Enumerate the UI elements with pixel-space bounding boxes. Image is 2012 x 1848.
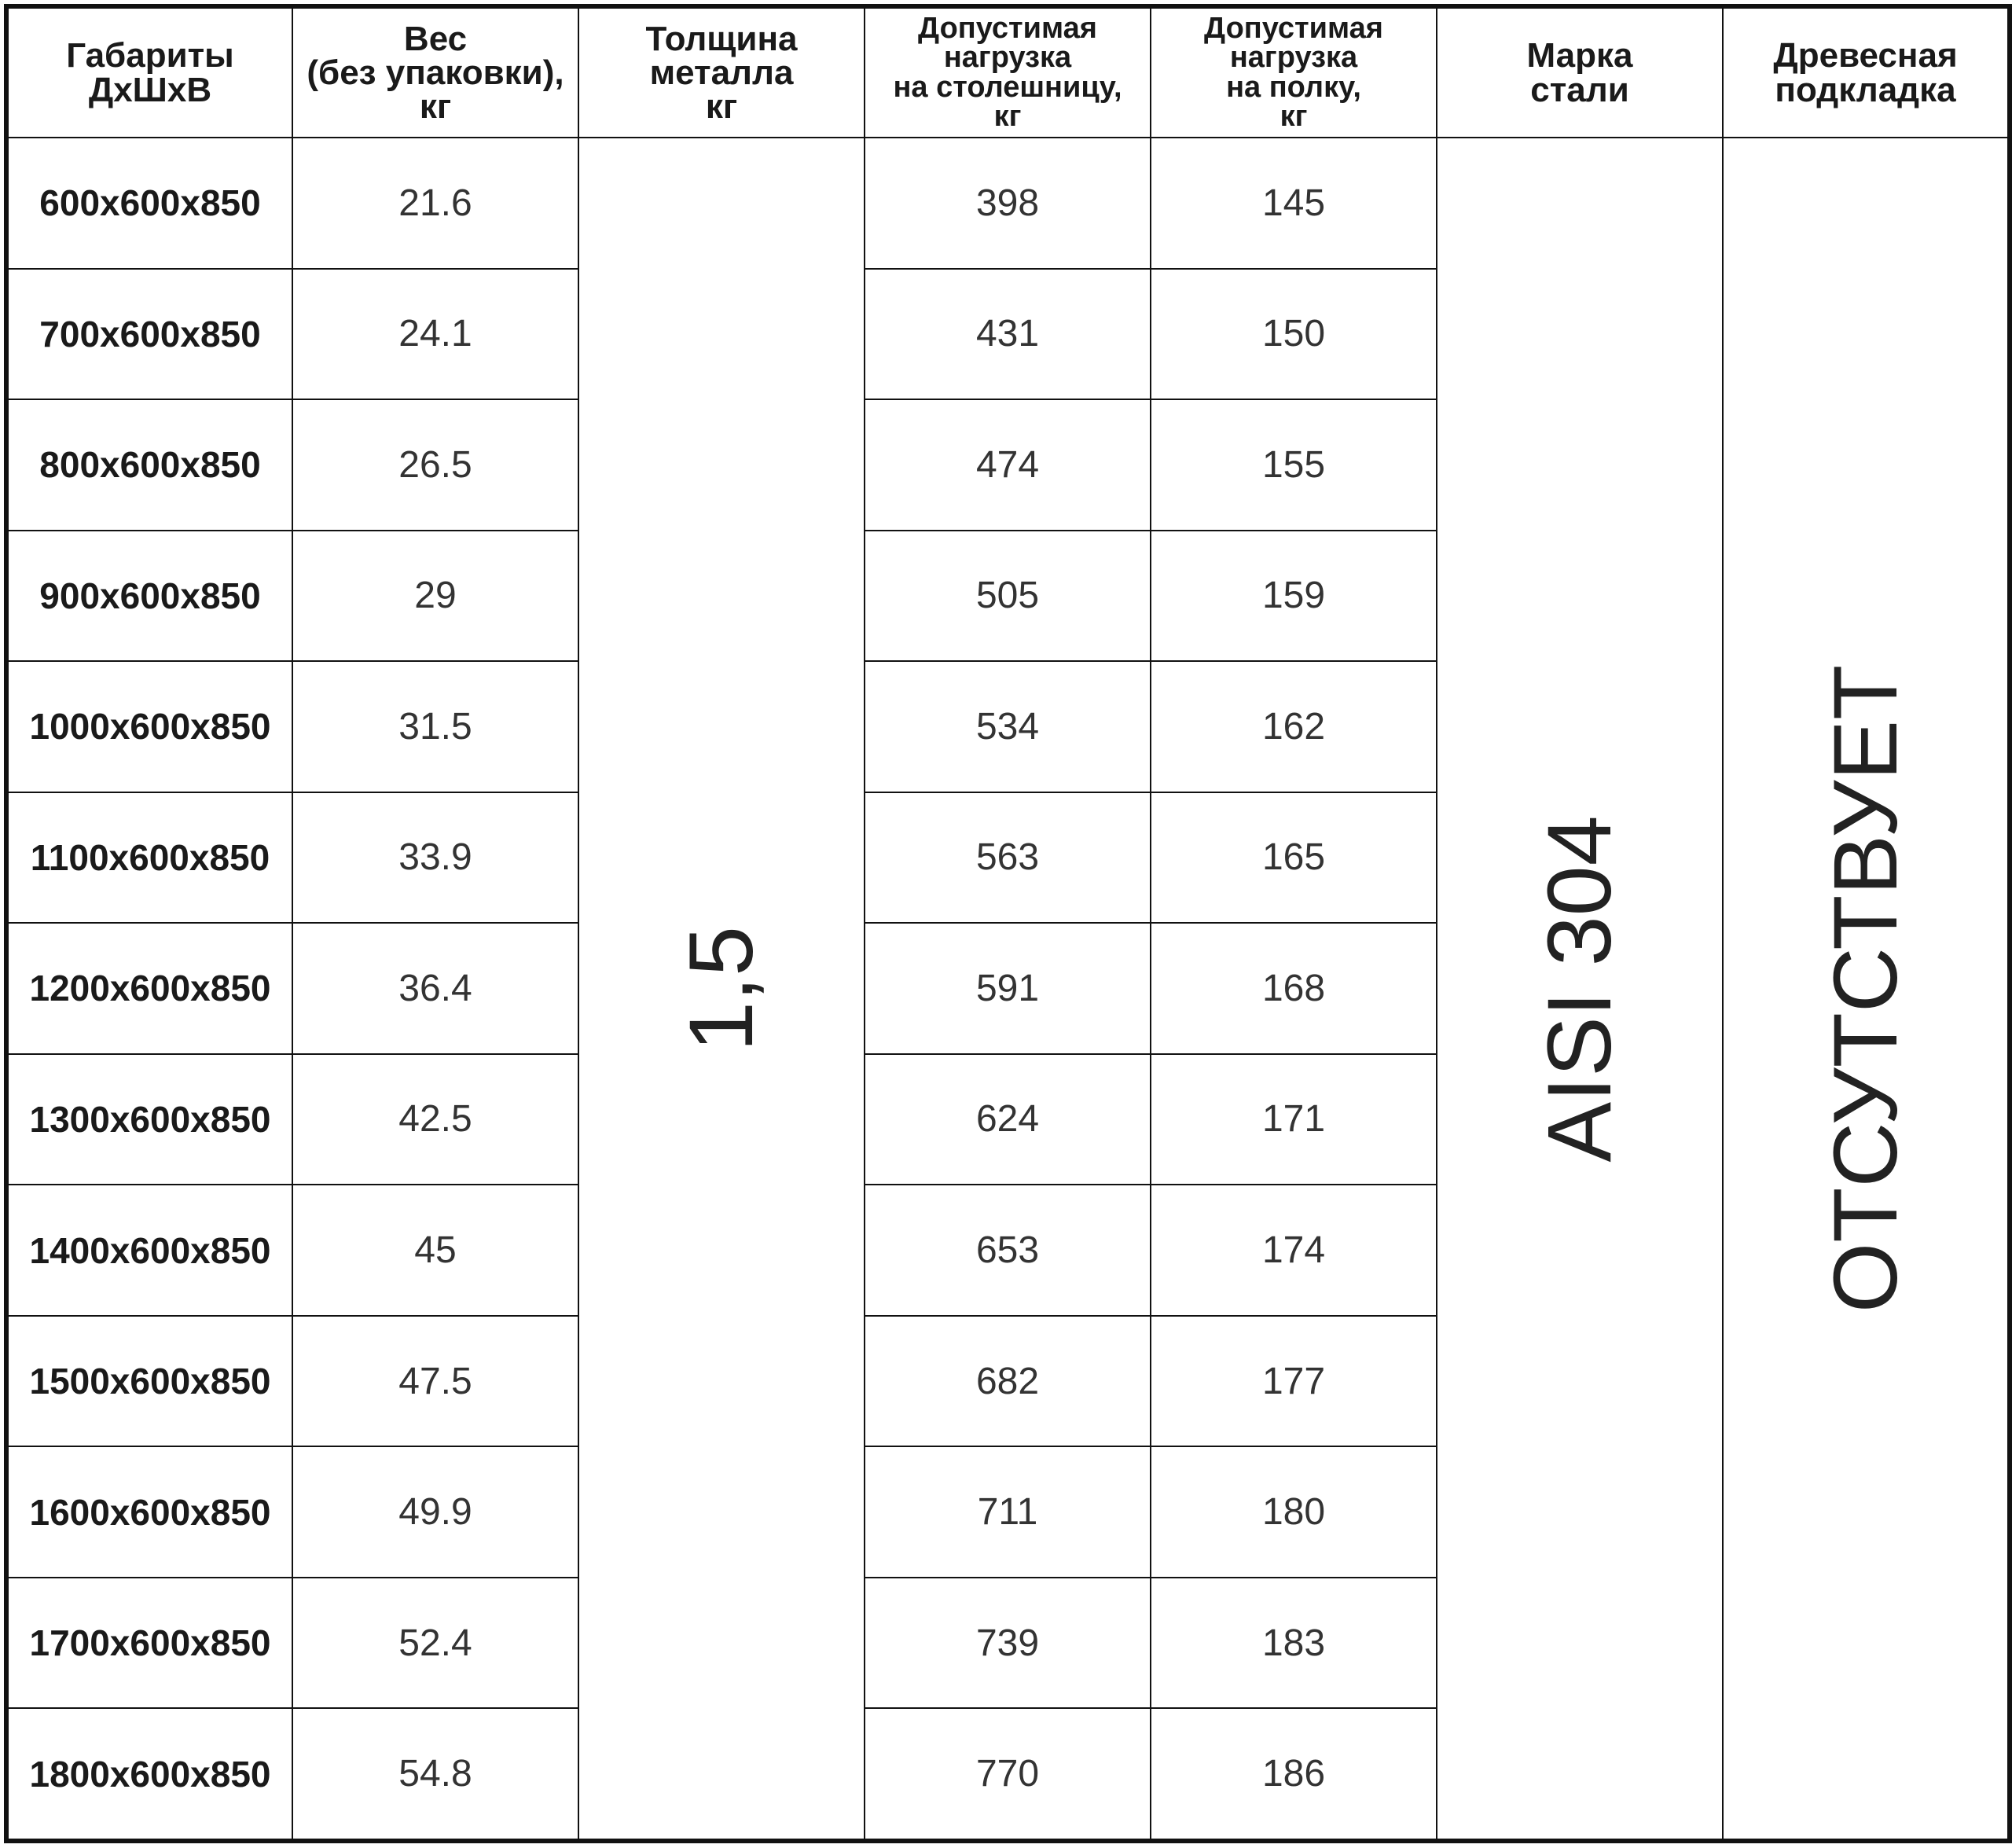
load-top-cell: 591 <box>865 923 1151 1054</box>
load-top-cell: 711 <box>865 1446 1151 1578</box>
dimensions-cell: 1000x600x850 <box>6 661 292 792</box>
weight-cell: 21.6 <box>292 138 578 269</box>
load-shelf-cell: 171 <box>1151 1054 1437 1185</box>
weight-cell: 24.1 <box>292 269 578 400</box>
dimensions-cell: 1100x600x850 <box>6 792 292 924</box>
weight-cell: 36.4 <box>292 923 578 1054</box>
thickness-value: 1,5 <box>671 925 772 1052</box>
weight-cell: 29 <box>292 531 578 662</box>
load-shelf-cell: 145 <box>1151 138 1437 269</box>
dimensions-cell: 600x600x850 <box>6 138 292 269</box>
header-dimensions: Габариты ДхШхВ <box>6 6 292 138</box>
dimensions-cell: 1600x600x850 <box>6 1446 292 1578</box>
weight-cell: 49.9 <box>292 1446 578 1578</box>
steel-value: AISI 304 <box>1529 814 1630 1163</box>
dimensions-cell: 1700x600x850 <box>6 1578 292 1709</box>
load-top-cell: 624 <box>865 1054 1151 1185</box>
dimensions-cell: 900x600x850 <box>6 531 292 662</box>
load-top-cell: 431 <box>865 269 1151 400</box>
load-shelf-cell: 174 <box>1151 1185 1437 1316</box>
dimensions-cell: 1800x600x850 <box>6 1708 292 1841</box>
load-shelf-cell: 186 <box>1151 1708 1437 1841</box>
table-row <box>6 138 2010 269</box>
weight-cell: 47.5 <box>292 1316 578 1447</box>
spec-table <box>4 4 2012 1843</box>
load-shelf-cell: 177 <box>1151 1316 1437 1447</box>
dimensions-cell: 800x600x850 <box>6 399 292 531</box>
header-steel: Марка стали <box>1437 6 1723 138</box>
weight-cell: 31.5 <box>292 661 578 792</box>
load-top-cell: 682 <box>865 1316 1151 1447</box>
header-wood: Древесная подкладка <box>1723 6 2010 138</box>
header-load-shelf: Допустимая нагрузка на полку, кг <box>1151 6 1437 138</box>
dimensions-cell: 1500x600x850 <box>6 1316 292 1447</box>
wood-value: ОТСУТСТВУЕТ <box>1815 664 1916 1313</box>
dimensions-cell: 1400x600x850 <box>6 1185 292 1316</box>
thickness-merged-cell <box>578 138 865 1841</box>
load-shelf-cell: 168 <box>1151 923 1437 1054</box>
load-shelf-cell: 159 <box>1151 531 1437 662</box>
wood-merged-cell <box>1723 138 2010 1841</box>
load-top-cell: 653 <box>865 1185 1151 1316</box>
load-top-cell: 770 <box>865 1708 1151 1841</box>
header-thickness: Толщина металла кг <box>578 6 865 138</box>
load-shelf-cell: 180 <box>1151 1446 1437 1578</box>
load-top-cell: 505 <box>865 531 1151 662</box>
header-row <box>6 6 2010 138</box>
load-top-cell: 563 <box>865 792 1151 924</box>
weight-cell: 26.5 <box>292 399 578 531</box>
dimensions-cell: 700x600x850 <box>6 269 292 400</box>
weight-cell: 45 <box>292 1185 578 1316</box>
load-shelf-cell: 165 <box>1151 792 1437 924</box>
dimensions-cell: 1300x600x850 <box>6 1054 292 1185</box>
load-shelf-cell: 155 <box>1151 399 1437 531</box>
weight-cell: 42.5 <box>292 1054 578 1185</box>
load-top-cell: 534 <box>865 661 1151 792</box>
load-top-cell: 474 <box>865 399 1151 531</box>
table-body <box>6 138 2010 1841</box>
steel-merged-cell <box>1437 138 1723 1841</box>
table-header <box>6 6 2010 138</box>
weight-cell: 54.8 <box>292 1708 578 1841</box>
weight-cell: 33.9 <box>292 792 578 924</box>
weight-cell: 52.4 <box>292 1578 578 1709</box>
load-top-cell: 739 <box>865 1578 1151 1709</box>
header-weight: Вес (без упаковки), кг <box>292 6 578 138</box>
load-shelf-cell: 150 <box>1151 269 1437 400</box>
load-shelf-cell: 183 <box>1151 1578 1437 1709</box>
header-load-top: Допустимая нагрузка на столешницу, кг <box>865 6 1151 138</box>
load-shelf-cell: 162 <box>1151 661 1437 792</box>
load-top-cell: 398 <box>865 138 1151 269</box>
dimensions-cell: 1200x600x850 <box>6 923 292 1054</box>
